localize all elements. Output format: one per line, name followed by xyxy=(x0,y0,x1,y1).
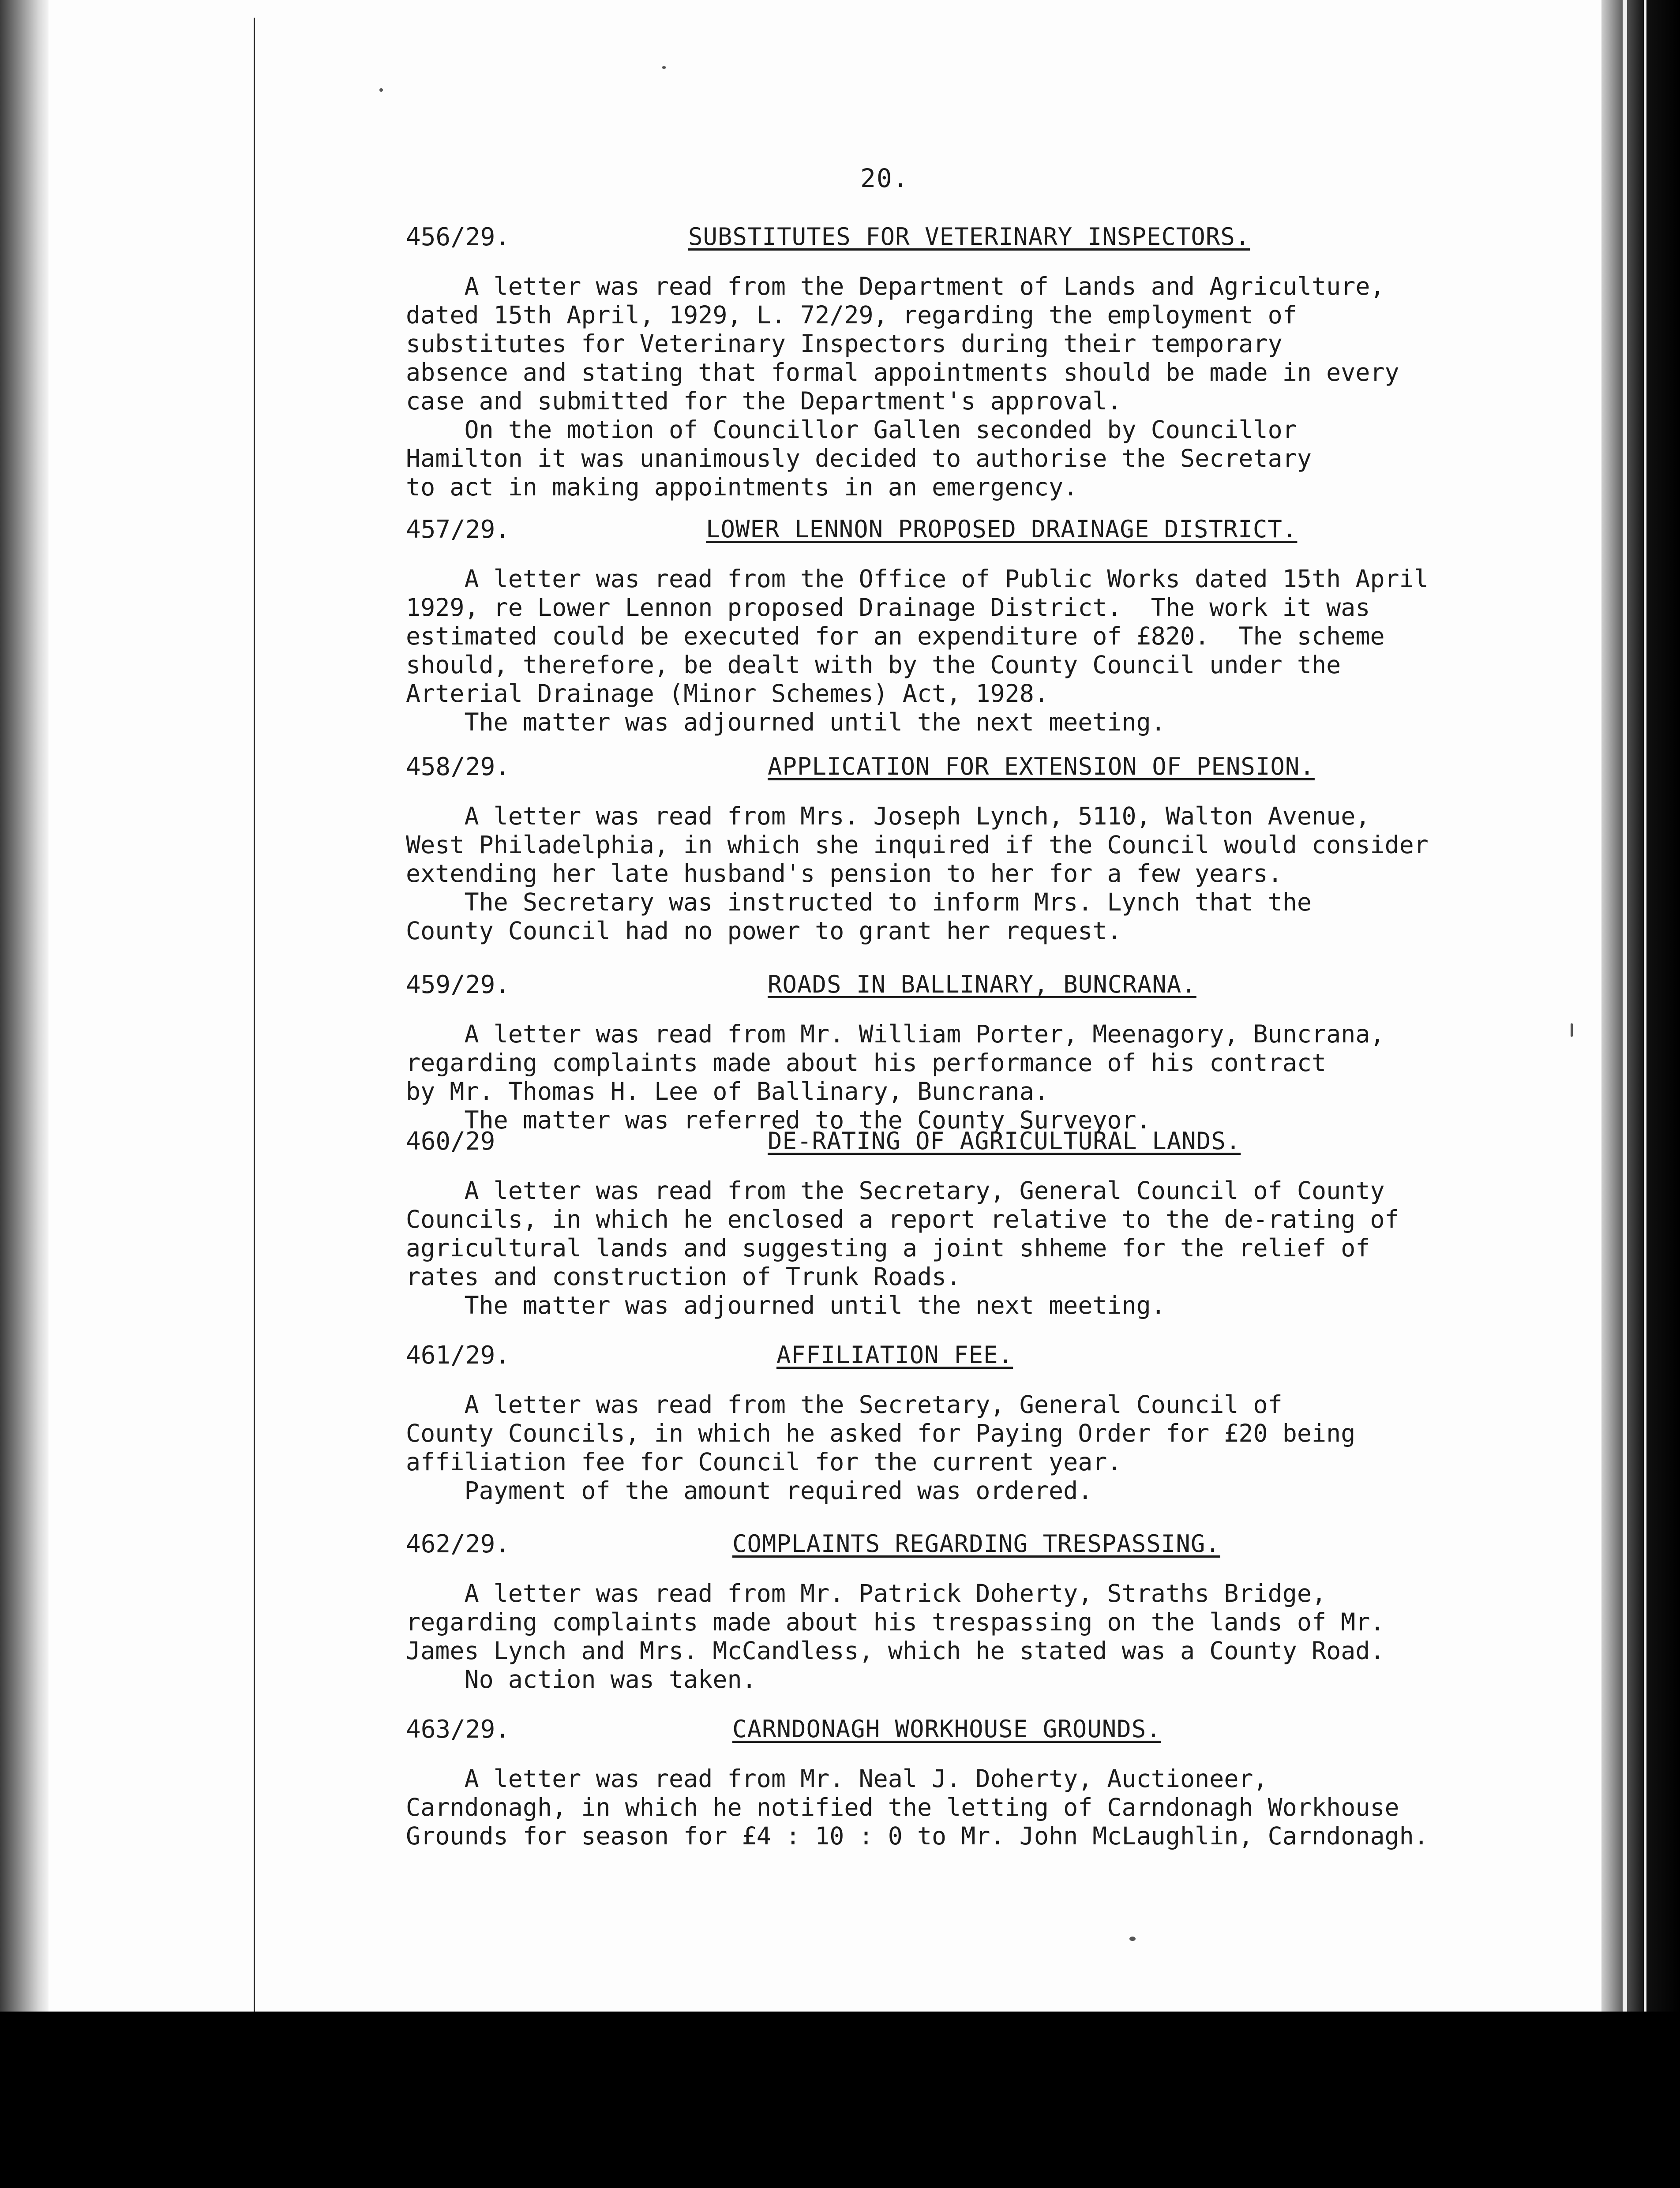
scan-speck xyxy=(1129,1937,1136,1941)
minute-paragraph: A letter was read from the Secretary, General Council of County Councils, in which he asked for Paying Order for £20 being affiliation fee for Council for the current year. xyxy=(406,1390,1356,1476)
minute-title: SUBSTITUTES FOR VETERINARY INSPECTORS. xyxy=(688,223,1250,251)
minute-entry xyxy=(406,1341,1553,1505)
minute-number: 463/29. xyxy=(406,1715,510,1744)
page-number: 20. xyxy=(860,163,909,193)
minute-paragraph: The matter was referred to the County Surveyor. xyxy=(406,1106,1151,1134)
minute-number: 457/29. xyxy=(406,515,510,544)
minute-entry xyxy=(406,1715,1553,1851)
minute-paragraph: A letter was read from Mr. Neal J. Doherty, Auctioneer, Carndonagh, in which he notified the letting of Carndonagh Workhouse Grounds for season for £4 : 10 : 0 to Mr. John McLaughlin, Carndonagh. xyxy=(406,1765,1429,1850)
minute-paragraph: The matter was adjourned until the next meeting. xyxy=(406,708,1166,736)
minute-heading xyxy=(406,970,1553,1001)
scan-left-margin xyxy=(0,0,49,2188)
minute-paragraph: No action was taken. xyxy=(406,1665,757,1693)
scan-speck xyxy=(662,66,666,69)
minute-paragraph: A letter was read from the Department of Lands and Agriculture, dated 15th April, 1929, L. 72/29, regarding the employment of substitutes for Veterinary Inspectors during their temporary absence and stating that formal appointments should be made in every case and submitted for the Department's approval. xyxy=(406,272,1399,415)
minute-paragraph: A letter was read from the Secretary, General Council of County Councils, in which he enclosed a report relative to the de-rating of agricultural lands and suggesting a joint shheme for the relief of rates and construction of Trunk Roads. xyxy=(406,1176,1399,1291)
minute-title: CARNDONAGH WORKHOUSE GROUNDS. xyxy=(732,1715,1161,1743)
minute-title: AFFILIATION FEE. xyxy=(776,1341,1013,1369)
minute-entry xyxy=(406,515,1553,737)
minute-paragraph: A letter was read from Mr. William Porter, Meenagory, Buncrana, regarding complaints made about his performance of his contract by Mr. Thomas H. Lee of Ballinary, Buncrana. xyxy=(406,1020,1385,1105)
scan-speck xyxy=(1571,1023,1573,1037)
minute-entry xyxy=(406,970,1553,1135)
minute-title: COMPLAINTS REGARDING TRESPASSING. xyxy=(732,1530,1220,1558)
minute-heading xyxy=(406,1127,1553,1158)
minute-title: APPLICATION FOR EXTENSION OF PENSION. xyxy=(768,753,1315,780)
minute-entry xyxy=(406,223,1553,502)
minute-paragraph: A letter was read from Mrs. Joseph Lynch, 5110, Walton Avenue, West Philadelphia, in which she inquired if the Council would consider extending her late husband's pension to her for a few years. xyxy=(406,802,1429,888)
minute-heading xyxy=(406,1530,1553,1561)
minute-number: 458/29. xyxy=(406,753,510,781)
minute-entry xyxy=(406,1127,1553,1320)
minute-title: LOWER LENNON PROPOSED DRAINAGE DISTRICT. xyxy=(706,515,1298,543)
minute-number: 460/29 xyxy=(406,1127,495,1156)
minute-paragraph: A letter was read from the Office of Public Works dated 15th April 1929, re Lower Lennon proposed Drainage District. The work it was estimated could be executed for an expenditure of £820. The scheme should, therefore, be dealt with by the County Council under the Arterial Drainage (Minor Schemes) Act, 1928. xyxy=(406,565,1429,708)
minute-heading xyxy=(406,1715,1553,1746)
minute-number: 459/29. xyxy=(406,970,510,999)
minute-heading xyxy=(406,223,1553,254)
minute-number: 461/29. xyxy=(406,1341,510,1370)
minute-paragraph: A letter was read from Mr. Patrick Doherty, Straths Bridge, regarding complaints made about his trespassing on the lands of Mr. James Lynch and Mrs. McCandless, which he stated was a County Road. xyxy=(406,1579,1385,1665)
minute-title: ROADS IN BALLINARY, BUNCRANA. xyxy=(768,970,1196,998)
minute-heading xyxy=(406,753,1553,783)
margin-rule xyxy=(254,18,255,2029)
minute-heading xyxy=(406,515,1553,546)
minute-heading xyxy=(406,1341,1553,1372)
minute-entry xyxy=(406,753,1553,945)
scan-bottom-edge xyxy=(0,2012,1680,2188)
minute-entry xyxy=(406,1530,1553,1694)
minute-paragraph: The Secretary was instructed to inform Mrs. Lynch that the County Council had no power to grant her request. xyxy=(406,888,1312,945)
minute-number: 462/29. xyxy=(406,1530,510,1559)
scan-binding-edge xyxy=(1601,0,1680,2188)
minute-paragraph: Payment of the amount required was ordered. xyxy=(406,1476,1093,1505)
scan-speck xyxy=(379,88,383,92)
minute-paragraph: On the motion of Councillor Gallen seconded by Councillor Hamilton it was unanimously decided to authorise the Secretary to act in making appointments in an emergency. xyxy=(406,416,1312,501)
minute-number: 456/29. xyxy=(406,223,510,251)
minute-title: DE-RATING OF AGRICULTURAL LANDS. xyxy=(768,1127,1241,1155)
minute-paragraph: The matter was adjourned until the next meeting. xyxy=(406,1291,1166,1319)
